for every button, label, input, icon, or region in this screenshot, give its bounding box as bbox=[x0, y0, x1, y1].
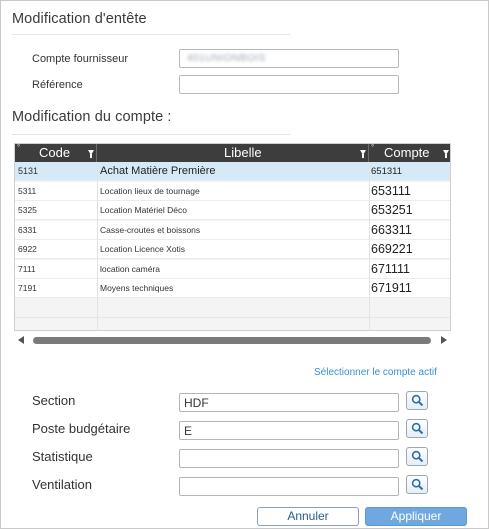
reference-input[interactable] bbox=[179, 75, 399, 94]
magnifier-icon bbox=[411, 478, 424, 491]
apply-button[interactable]: Appliquer bbox=[365, 507, 467, 526]
column-separator bbox=[369, 162, 370, 331]
reference-label: Référence bbox=[32, 79, 83, 91]
account-section-title: Modification du compte : bbox=[12, 109, 172, 125]
poste-budgetaire-input[interactable] bbox=[179, 421, 399, 440]
row-compte: 653251 bbox=[371, 203, 413, 217]
row-libelle: Achat Matière Première bbox=[100, 165, 216, 177]
table-row[interactable] bbox=[15, 162, 451, 181]
row-code: 6922 bbox=[18, 244, 37, 254]
row-code: 7191 bbox=[18, 283, 37, 293]
funnel-icon[interactable] bbox=[88, 150, 94, 155]
row-libelle: Casse-croutes et boissons bbox=[100, 224, 201, 235]
ventilation-lookup-button[interactable] bbox=[406, 475, 428, 494]
table-row[interactable] bbox=[15, 240, 451, 259]
scroll-right-icon[interactable] bbox=[441, 336, 447, 344]
column-separator bbox=[97, 162, 98, 331]
table-row[interactable] bbox=[15, 260, 451, 279]
empty-row bbox=[15, 318, 451, 331]
row-code: 5131 bbox=[18, 166, 39, 176]
row-libelle: location caméra bbox=[100, 263, 161, 274]
statistique-input[interactable] bbox=[179, 449, 399, 468]
funnel-icon[interactable] bbox=[360, 150, 366, 155]
section-input[interactable] bbox=[179, 393, 399, 412]
column-header-compte[interactable] bbox=[369, 144, 451, 162]
grid-header bbox=[15, 144, 451, 162]
row-libelle: Moyens techniques bbox=[100, 283, 174, 293]
row-code: 6331 bbox=[18, 224, 37, 235]
ventilation-input[interactable] bbox=[179, 477, 399, 496]
table-row[interactable] bbox=[15, 182, 451, 201]
row-compte: 669221 bbox=[371, 242, 413, 256]
magnifier-icon bbox=[411, 450, 424, 463]
magnifier-icon bbox=[411, 422, 424, 435]
row-compte: 671111 bbox=[371, 261, 410, 276]
select-active-account-link[interactable]: Sélectionner le compte actif bbox=[314, 367, 437, 378]
row-libelle: Location Licence Xotis bbox=[100, 244, 186, 254]
column-header-libelle-label: Libelle bbox=[224, 145, 262, 160]
magnifier-icon bbox=[411, 394, 424, 407]
row-libelle: Location Matériel Déco bbox=[100, 205, 187, 215]
empty-row bbox=[15, 299, 451, 318]
ventilation-label: Ventilation bbox=[32, 477, 92, 492]
compte-fournisseur-label: Compte fournisseur bbox=[32, 53, 128, 65]
header-section-divider bbox=[12, 34, 290, 35]
degree-mark: ° bbox=[17, 143, 21, 152]
row-compte: 671911 bbox=[371, 281, 412, 295]
account-grid bbox=[14, 143, 451, 331]
section-label: Section bbox=[32, 393, 76, 408]
column-header-compte-label: Compte bbox=[384, 145, 430, 160]
scroll-left-icon[interactable] bbox=[18, 336, 24, 344]
column-header-code[interactable] bbox=[15, 144, 97, 162]
table-row[interactable] bbox=[15, 201, 451, 220]
horizontal-scrollbar[interactable] bbox=[16, 333, 449, 347]
section-lookup-button[interactable] bbox=[406, 391, 428, 410]
scroll-thumb[interactable] bbox=[33, 337, 431, 344]
cancel-button[interactable]: Annuler bbox=[257, 507, 359, 526]
table-row[interactable] bbox=[15, 221, 451, 240]
statistique-lookup-button[interactable] bbox=[406, 447, 428, 466]
row-code: 5311 bbox=[18, 185, 37, 196]
table-row[interactable] bbox=[15, 279, 451, 298]
row-libelle: Location lieux de tournage bbox=[100, 185, 200, 196]
row-code: 7111 bbox=[18, 263, 36, 274]
compte-fournisseur-value: 401UNIONBOIS bbox=[187, 53, 266, 64]
column-header-libelle[interactable] bbox=[97, 144, 369, 162]
row-compte: 651311 bbox=[371, 166, 402, 177]
statistique-label: Statistique bbox=[32, 449, 93, 464]
poste-budgetaire-lookup-button[interactable] bbox=[406, 419, 428, 438]
row-compte: 663311 bbox=[371, 222, 412, 237]
row-code: 5325 bbox=[18, 205, 37, 215]
funnel-icon[interactable] bbox=[443, 150, 449, 155]
header-section-title: Modification d'entête bbox=[12, 11, 147, 27]
account-section-divider bbox=[12, 134, 290, 135]
compte-fournisseur-input[interactable] bbox=[179, 49, 399, 68]
poste-budgetaire-label: Poste budgétaire bbox=[32, 421, 131, 436]
row-compte: 653111 bbox=[371, 183, 411, 198]
degree-mark: ° bbox=[371, 143, 375, 152]
column-header-code-label: Code bbox=[39, 145, 71, 160]
